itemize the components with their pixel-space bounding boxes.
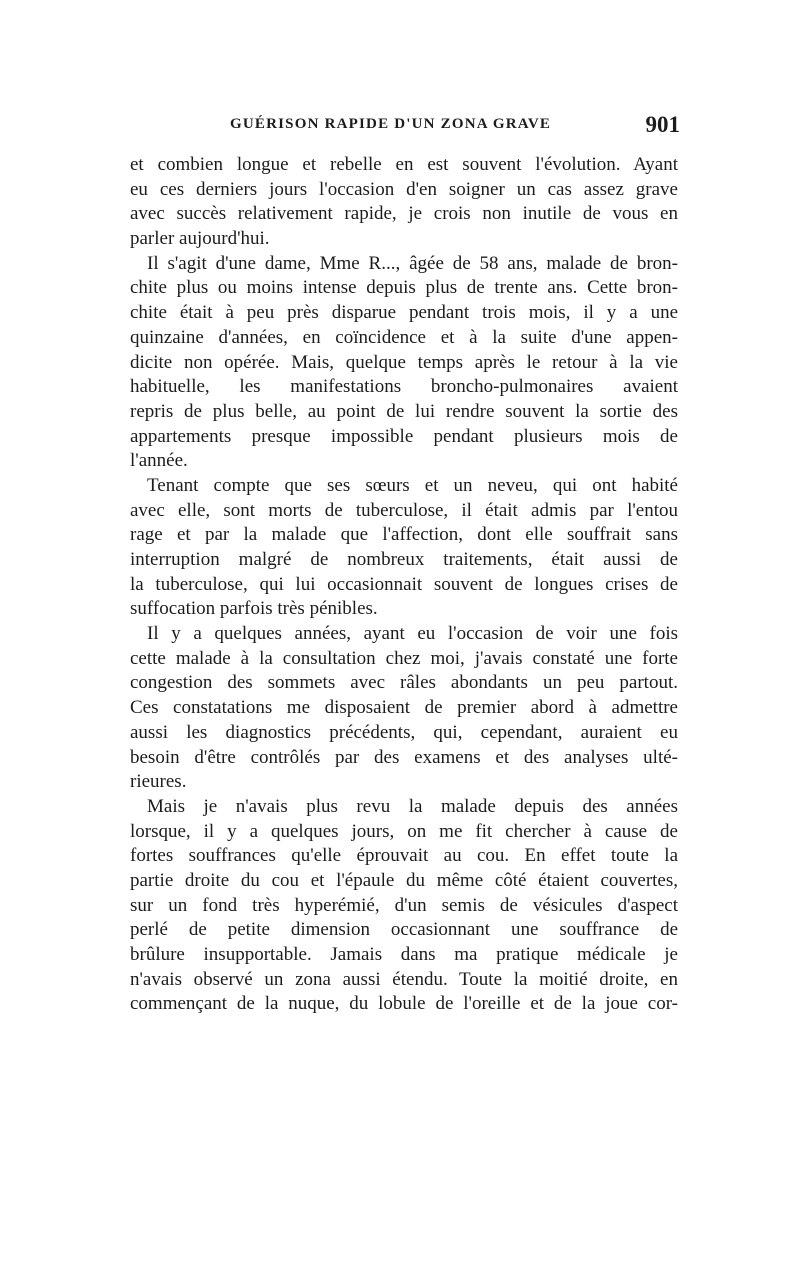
text-line: aussi les diagnostics précédents, qui, cependant, auraient eu xyxy=(130,721,678,743)
text-line: habituelle, les manifestations broncho-pulmonaires avaient xyxy=(130,376,678,398)
text-line: chite plus ou moins intense depuis plus de trente ans. Cette bron- xyxy=(130,277,678,299)
text-line: congestion des sommets avec râles abondants un peu partout. xyxy=(130,672,678,694)
text-line: chite était à peu près disparue pendant trois mois, il y a une xyxy=(130,302,678,324)
text-line: dicite non opérée. Mais, quelque temps après le retour à la vie xyxy=(130,351,678,373)
text-line: parler aujourd'hui. xyxy=(130,228,270,250)
text-line: commençant de la nuque, du lobule de l'oreille et de la joue cor- xyxy=(130,993,678,1015)
text-line: fortes souffrances qu'elle éprouvait au cou. En effet toute la xyxy=(130,845,678,867)
text-line: Mais je n'avais plus revu la malade depuis des années xyxy=(147,795,678,817)
text-line: Il s'agit d'une dame, Mme R..., âgée de 58 ans, malade de bron- xyxy=(147,252,678,274)
text-line: sur un fond très hyperémié, d'un semis de vésicules d'aspect xyxy=(130,894,678,916)
text-line: lorsque, il y a quelques jours, on me fit chercher à cause de xyxy=(130,820,678,842)
text-line: et combien longue et rebelle en est souvent l'évolution. Ayant xyxy=(130,154,678,175)
running-title: GUÉRISON RAPIDE D'UN ZONA GRAVE xyxy=(230,116,552,132)
text-line: suffocation parfois très pénibles. xyxy=(130,598,378,620)
text-line: repris de plus belle, au point de lui rendre souvent la sortie des xyxy=(130,400,678,422)
text-line: eu ces derniers jours l'occasion d'en soigner un cas assez grave xyxy=(130,178,678,200)
text-line: cette malade à la consultation chez moi, j'avais constaté une forte xyxy=(130,647,678,669)
text-line: perlé de petite dimension occasionnant une souffrance de xyxy=(130,919,678,941)
text-line: partie droite du cou et l'épaule du même côté étaient couvertes, xyxy=(130,869,678,891)
text-line: avec elle, sont morts de tuberculose, il était admis par l'entou xyxy=(130,499,678,521)
text-line: brûlure insupportable. Jamais dans ma pratique médicale je xyxy=(130,944,678,965)
body-text xyxy=(130,153,678,1017)
text-line: Ces constatations me disposaient de premier abord à admettre xyxy=(130,697,678,719)
text-line: interruption malgré de nombreux traitements, était aussi de xyxy=(130,549,678,570)
text-line: n'avais observé un zona aussi étendu. Toute la moitié droite, en xyxy=(130,968,678,990)
text-line: l'année. xyxy=(130,450,188,472)
text-line: la tuberculose, qui lui occasionnait souvent de longues crises de xyxy=(130,573,678,595)
text-line: rage et par la malade que l'affection, dont elle souffrait sans xyxy=(130,524,678,546)
page-number: 901 xyxy=(645,112,680,137)
text-line: quinzaine d'années, en coïncidence et à la suite d'une appen- xyxy=(130,326,678,348)
text-line: rieures. xyxy=(130,771,187,793)
text-line: avec succès relativement rapide, je crois non inutile de vous en xyxy=(130,203,678,225)
text-line: Il y a quelques années, ayant eu l'occasion de voir une fois xyxy=(147,623,678,645)
text-line: besoin d'être contrôlés par des examens et des analyses ulté- xyxy=(130,746,678,768)
text-line: appartements presque impossible pendant plusieurs mois de xyxy=(130,425,678,447)
text-line: Tenant compte que ses sœurs et un neveu, qui ont habité xyxy=(147,474,678,496)
running-head xyxy=(130,112,680,142)
